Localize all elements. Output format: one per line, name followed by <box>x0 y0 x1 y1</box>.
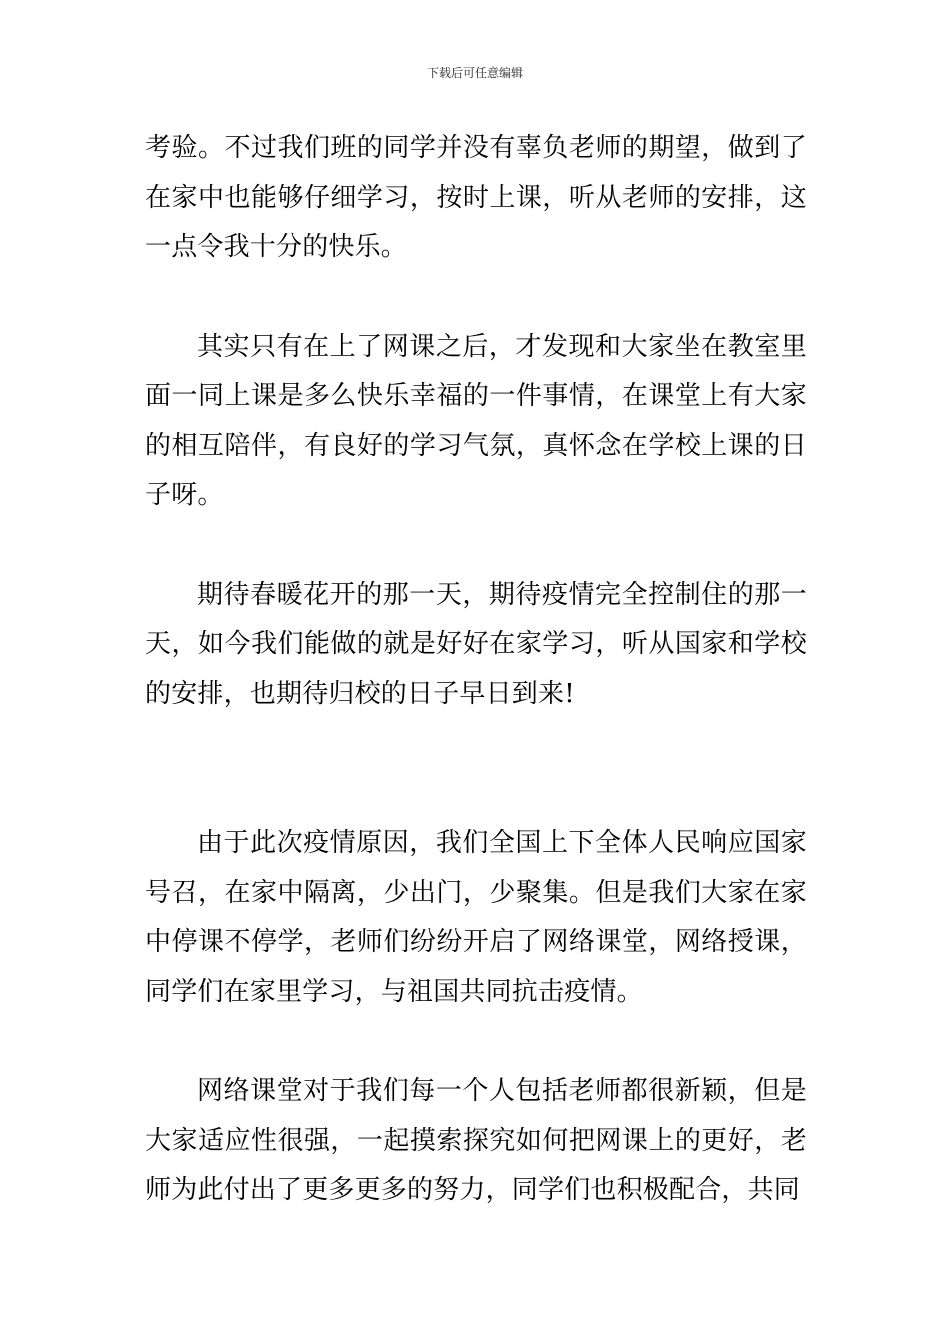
page-header: 下载后可任意编辑 <box>426 66 523 80</box>
document-body <box>145 124 807 1216</box>
paragraph-spacer <box>145 521 807 571</box>
paragraph-spacer <box>145 273 807 323</box>
section-spacer <box>145 719 807 819</box>
paragraph-online-class-reflection: 其实只有在上了网课之后，才发现和大家坐在教室里面一同上课是多么快乐幸福的一件事情，在课堂上有大家的相互陪伴，有良好的学习气氛，真怀念在学校上课的日子呀。 <box>145 331 807 510</box>
paragraph-spring-hope: 期待春暖花开的那一天，期待疫情完全控制住的那一天，如今我们能做的就是好好在家学习，听从国家和学校的安排，也期待归校的日子早日到来! <box>145 579 807 709</box>
paragraph-epidemic-intro: 由于此次疫情原因，我们全国上下全体人民响应国家号召，在家中隔离，少出门，少聚集。但是我们大家在家中停课不停学，老师们纷纷开启了网络课堂，网络授课，同学们在家里学习，与祖国共同抗击疫情。 <box>145 828 807 1007</box>
paragraph-spacer <box>145 1017 807 1067</box>
paragraph-continuation: 考验。不过我们班的同学并没有辜负老师的期望，做到了在家中也能够仔细学习，按时上课，听从老师的安排，这一点令我十分的快乐。 <box>145 133 807 262</box>
paragraph-online-class-new: 网络课堂对于我们每一个人包括老师都很新颖，但是大家适应性很强，一起摸索探究如何把网课上的更好，老师为此付出了更多更多的努力，同学们也积极配合，共同 <box>145 1076 807 1205</box>
